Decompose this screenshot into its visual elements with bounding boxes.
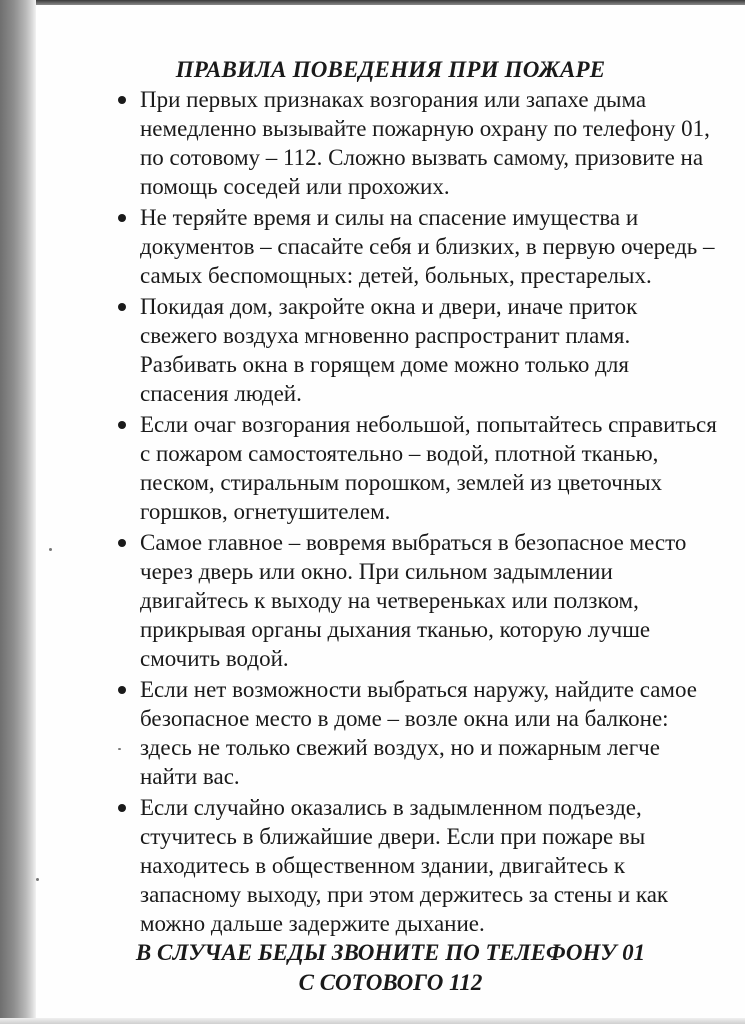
- list-item: [140, 292, 720, 408]
- scan-speck: [49, 548, 52, 551]
- bullet-icon: [118, 686, 126, 694]
- list-item: [140, 203, 720, 290]
- footer-line-phone: В СЛУЧАЕ БЕДЫ ЗВОНИТЕ ПО ТЕЛЕФОНУ 01: [135, 940, 646, 965]
- bullet-icon: [118, 804, 126, 812]
- bullet-icon: [118, 421, 126, 429]
- rule-text: Если случайно оказались в задымленном подъезде, стучитесь в ближайшие двери. Если при пожаре вы находитесь в общественном здании, двигайтесь к запасному выходу, при этом держитесь за стены и как можно дальше задержите дыхание.: [140, 795, 669, 936]
- bullet-icon: [118, 303, 126, 311]
- bullet-icon: [118, 96, 126, 104]
- scan-speck: [118, 748, 121, 750]
- list-item: [140, 85, 720, 201]
- rule-text: Покидая дом, закройте окна и двери, иначе приток свежего воздуха мгновенно распространит пламя. Разбивать окна в горящем доме можно только для спасения людей.: [140, 294, 638, 406]
- rule-text: Если очаг возгорания небольшой, попытайтесь справиться с пожаром самостоятельно – водой, плотной тканью, песком, стиральным порошком, землей из цветочных горшков, огнетушителем.: [140, 412, 717, 524]
- scan-bottom-edge: [0, 1018, 745, 1024]
- scan-speck: [36, 878, 39, 881]
- bullet-icon: [118, 214, 126, 222]
- paper-sheet: [36, 5, 745, 1018]
- page-title: ПРАВИЛА ПОВЕДЕНИЯ ПРИ ПОЖАРЕ: [175, 57, 606, 82]
- rule-text: Не теряйте время и силы на спасение имущества и документов – спасайте себя и близких, в первую очередь – самых беспомощных: детей, больных, престарелых.: [140, 205, 715, 288]
- rules-list: [140, 85, 720, 940]
- bullet-icon: [118, 539, 126, 547]
- list-item: [140, 410, 720, 526]
- scan-left-edge: [0, 0, 36, 1024]
- list-item: [140, 528, 720, 673]
- footer-line-mobile: С СОТОВОГО 112: [298, 970, 483, 995]
- rule-text: Самое главное – вовремя выбраться в безопасное место через дверь или окно. При сильном задымлении двигайтесь к выходу на четвереньках или ползком, прикрывая органы дыхания тканью, которую лучше смочить водой.: [140, 530, 687, 671]
- list-item: [140, 675, 720, 791]
- rule-text: При первых признаках возгорания или запахе дыма немедленно вызывайте пожарную охрану по телефону 01, по сотовому – 112. Сложно вызвать самому, призовите на помощь соседей или прохожих.: [140, 87, 710, 199]
- emergency-footer: [36, 938, 745, 998]
- list-item: [140, 793, 720, 938]
- rule-text: Если нет возможности выбраться наружу, найдите самое безопасное место в доме – возле окна или на балконе: здесь не только свежий воздух, но и пожарным легче найти вас.: [140, 677, 697, 789]
